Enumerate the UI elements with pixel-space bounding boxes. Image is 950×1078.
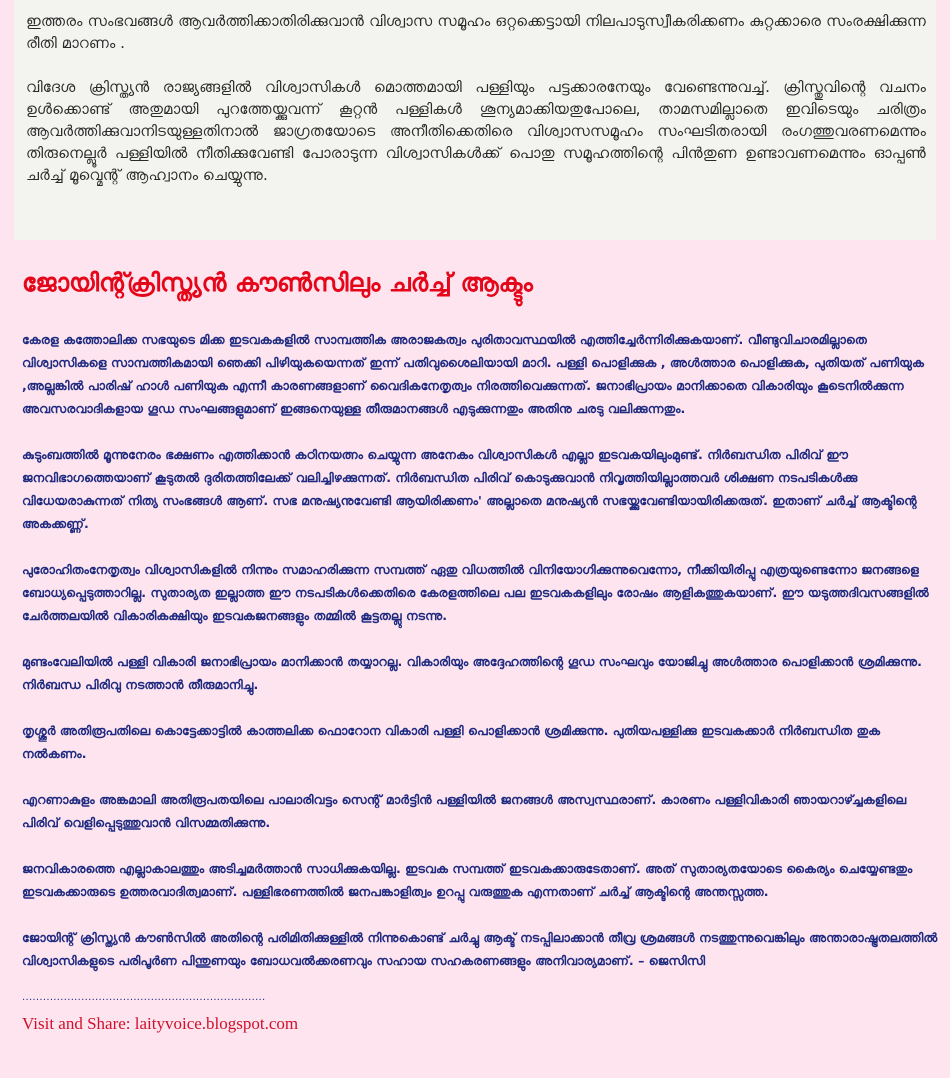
article-paragraph: പുരോഹിതംനേതൃത്വം വിശ്വാസികളിൽ നിന്നും സമാഹരിക്കുന്ന സമ്പത്ത് ഏതു വിധത്തിൽ വിനിയോഗിക്കുന്നുവെന്നോ, നീക്കിയിരിപ്പു എത്രയുണ്ടെന്നോ ജനങ്ങളെ ബോധ്യപ്പെടുത്താറില്ല. സുതാര്യത ഇല്ലാത്ത ഈ നടപടികൾക്കെതിരെ കേരളത്തിലെ പല ഇടവകകളിലും രോഷം ആളികത്തുകയാണ്. ഈ യടുത്തദിവസങ്ങളിൽ ചേർത്തലയിൽ വികാരികക്ഷിയും ഇടവകജനങ്ങളും തമ്മിൽ കൂട്ടതല്ലു നടന്നു. bbox=[22, 562, 929, 623]
visit-share-footer: Visit and Share: laityvoice.blogspot.com bbox=[22, 1014, 299, 1033]
article-paragraph: കുടുംബത്തിൽ മൂന്നുനേരം ഭക്ഷണം എത്തിക്കാൻ കഠിനയത്നം ചെയ്യുന്ന അനേകം വിശ്വാസികൾ എല്ലാ ഇടവകയിലുംമുണ്ട്. നിർബന്ധിത പിരിവ് ഈ ജനവിഭാഗത്തെയാണ് കൂടുതൽ ദുരിതത്തിലേക്ക് വലിച്ചിഴക്കുന്നത്. നിർബന്ധിത പിരിവ് കൊടുക്കുവാൻ നിവൃത്തിയില്ലാത്തവർ ശിക്ഷണ നടപടികൾക്കു വിധേയരാകുന്നത് നിത്യ സംഭങ്ങൾ ആണ്. സഭ മനുഷ്യനുവേണ്ടി ആയിരിക്കണം' അല്ലാതെ മനുഷ്യൻ സഭയ്ക്കുവേണ്ടിയായിരിക്കരുത്. ഇതാണ് ചർച്ച് ആക്ടിന്റെ അകക്കണ്ണ്. bbox=[22, 447, 917, 531]
article-paragraph: ജോയിന്റ് ക്രിസ്ത്യൻ കൗൺസിൽ അതിന്റെ പരിമിതിക്കുള്ളിൽ നിന്നുകൊണ്ട് ചർച്ചു ആക്ട് നടപ്പിലാക്കാൻ തീവ്ര ശ്രമങ്ങൾ നടത്തുന്നുവെങ്കിലും അന്താരാഷ്ട്രതലത്തിൽ വിശ്വാസികളുടെ പരിപൂർണ പിന്തുണയും ബോധവൽക്കരണവും സഹായ സഹകരണങ്ങളും അനിവാര്യമാണ്. – ജെസിസി bbox=[22, 930, 938, 968]
article-paragraph: മുണ്ടംവേലിയിൽ പള്ളി വികാരി ജനാഭിപ്രായം മാനിക്കാൻ തയ്യാറല്ല. വികാരിയും അദ്ദേഹത്തിന്റെ ഗൂഡ സംഘവും യോജിച്ചു അൾത്താര പൊളിക്കാൻ ശ്രമിക്കുന്നു. നിർബന്ധ പിരിവു നടത്താൻ തീരുമാനിച്ചു. bbox=[22, 654, 922, 692]
article-paragraph: കേരള കത്തോലിക്ക സഭയുടെ മിക്ക ഇടവകകളിൽ സാമ്പത്തിക അരാജകത്വം പുരിതാവസ്ഥയിൽ എത്തിച്ചേർന്നിരിക്കുകയാണ്. വീണ്ടുവിചാരമില്ലാതെ വിശ്വാസികളെ സാമ്പത്തികമായി ഞെക്കി പിഴിയുകയെന്നത് ഇന്ന് പതിവുശൈലിയായി മാറി. പള്ളി പൊളിക്കുക , അൾത്താര പൊളിക്കുക, പുതിയത് പണിയുക ,അല്ലങ്കിൽ പാരിഷ് ഹാൾ പണിയുക എന്നീ കാരണങ്ങളാണ് വൈദികനേതൃത്വം നിരത്തിവെക്കുന്നത്. ജനാഭിപ്രായം മാനിക്കാതെ വികാരിയും കൂടെനിൽക്കുന്ന അവസരവാദികളായ ഗൂഡ സംഘങ്ങളുമാണ് ഇങ്ങനെയുള്ള തീരുമാനങ്ങൾ എടുക്കുന്നതും അതിനു ചരടു വലിക്കുന്നതും. bbox=[22, 332, 925, 416]
article-body bbox=[22, 328, 940, 995]
article-paragraph: ജനവികാരത്തെ എല്ലാകാലത്തും അടിച്ചമർത്താൻ സാധിക്കുകയില്ല. ഇടവക സമ്പത്ത് ഇടവകക്കാരുടേതാണ്. അത് സുതാര്യതയോടെ കൈര്യം ചെയ്യേണ്ടതും ഇടവകക്കാരുടെ ഉത്തരവാദിത്വമാണ്. പള്ളിഭരണത്തിൽ ജനപങ്കാളിത്വം ഉറപ്പു വരുത്തുക എന്നതാണ് ചർച്ച് ആക്ടിന്റെ അന്തസ്സത്ത. bbox=[22, 861, 913, 899]
article-headline: ജോയിന്റ്ക്രിസ്ത്യൻ കൗൺസിലും ചർച്ച് ആക്ടും bbox=[22, 268, 533, 297]
scan-paragraph-2: വിദേശ ക്രിസ്ത്യൻ രാജ്യങ്ങളിൽ വിശ്വാസികൾ മൊത്തമായി പള്ളിയും പട്ടക്കാരനേയും വേണ്ടെന്നുവച്ച്. ക്രിസ്തുവിന്റെ വചനം ഉൾക്കൊണ്ട് അതുമായി പുറത്തേയ്ക്കുവന്ന് കൂറ്റൻ പള്ളികൾ ശൂന്യമാക്കിയതുപോലെ, താമസമില്ലാതെ ഇവിടെയും ചരിത്രം ആവർത്തിക്കുവാനിടയുള്ളതിനാൽ ജാഗ്രതയോടെ അനീതിക്കെതിരെ വിശ്വാസസമൂഹം സംഘടിതരായി രംഗത്തുവരണമെന്നും തിരുനെല്ലൂർ പള്ളിയിൽ നീതിക്കുവേണ്ടി പോരാടുന്ന വിശ്വാസികൾക്ക് പൊതു സമൂഹത്തിന്റെ പിൻതുണ ഉണ്ടാവണമെന്നും ഓപ്പൺ ചർച്ച് മൂവ്മെന്റ് ആഹ്വാനം ചെയ്യുന്നു. bbox=[26, 78, 926, 184]
scanned-text-image bbox=[14, 0, 936, 240]
article-paragraph: തൃശ്ശൂർ അതിരൂപതിലെ കൊട്ടേക്കാട്ടിൽ കാത്തലിക്ക ഫൊറോന വികാരി പള്ളി പൊളിക്കാൻ ശ്രമിക്കുന്നു. പുതിയപള്ളിക്കു ഇടവകക്കാർ നിർബന്ധിത തുക നൽകണം. bbox=[22, 723, 881, 761]
scan-paragraph-1: ഇത്തരം സംഭവങ്ങൾ ആവർത്തിക്കാതിരിക്കുവാൻ വിശ്വാസ സമൂഹം ഒറ്റക്കെട്ടായി നിലപാടുസ്വീകരിക്കണം കുറ്റക്കാരെ സംരക്ഷിക്കുന്ന രീതി മാറണം . bbox=[26, 12, 926, 52]
dotted-separator: ...................................................................... bbox=[22, 992, 266, 1003]
article-paragraph: എറണാകുളം അങ്കമാലി അതിരൂപതയിലെ പാലാരിവട്ടം സെന്റ് മാർട്ടിൻ പള്ളിയിൽ ജനങ്ങൾ അസ്വസ്ഥരാണ്. കാരണം പള്ളിവികാരി ഞായറാഴ്ച്ചകളിലെ പിരിവ് വെളിപ്പെടുത്തുവാൻ വിസമ്മതിക്കുന്നു. bbox=[22, 792, 907, 830]
